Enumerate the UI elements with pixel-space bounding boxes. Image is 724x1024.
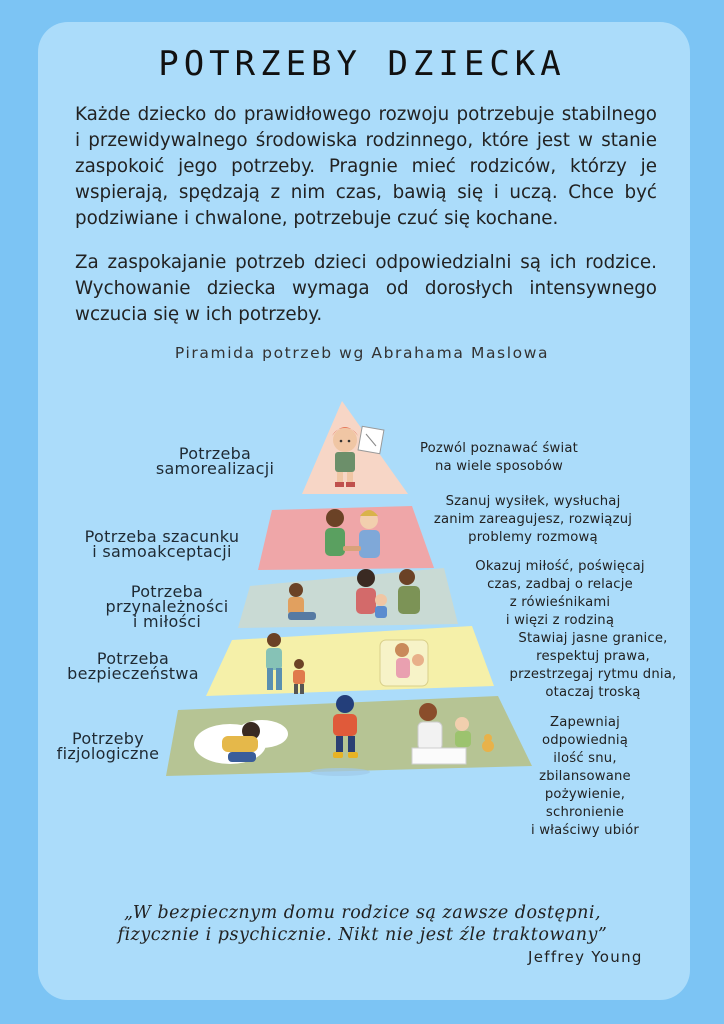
pyramid-subtitle: Piramida potrzeb wg Abrahama Maslowa: [174, 344, 550, 362]
pyramid-level-self-actualization: [302, 401, 408, 494]
level-label-safety: Potrzeba bezpieczeństwa: [67, 649, 199, 683]
intro-paragraph-1: Każde dziecko do prawidłowego rozwoju potrzebuje stabilnego i przewidywalnego środowiska rodzinnego, które jest w stanie zaspokoić jego potrzeby. Pragnie mieć rodziców, którzy je wspierają, spędzają z nim czas, bawią się i uczą. Chce być podziwiane i chwalone, potrzebuje czuć się kochane.: [75, 104, 657, 229]
pyramid-level-safety: [206, 626, 494, 696]
pyramid-level-belonging: [238, 568, 458, 628]
intro-paragraph-2: Za zaspokajanie potrzeb dzieci odpowiedzialni są ich rodzice. Wychowanie dziecka wymaga od dorosłych intensywnego wczucia się w ich potrzeby.: [75, 252, 657, 325]
page-title: POTRZEBY DZIECKA: [158, 44, 566, 84]
level-label-esteem: Potrzeba szacunku i samoakceptacji: [84, 527, 240, 561]
level-label-self-actualization: Potrzeba samorealizacji: [155, 444, 275, 478]
level-label-physiological: Potrzeby fizjologiczne: [56, 729, 160, 763]
quote-author: Jeffrey Young: [528, 948, 643, 966]
tip-esteem: Szanuj wysiłek, wysłuchaj zanim zareagujesz, rozwiązuj problemy rozmową: [433, 494, 633, 545]
tip-belonging: Okazuj miłość, poświęcaj czas, zadbaj o relacje z rówieśnikami i więzi z rodziną: [475, 559, 645, 628]
tip-safety: Stawiaj jasne granice, respektuj prawa, przestrzegaj rytmu dnia, otaczaj troską: [509, 631, 677, 700]
level-label-belonging: Potrzeba przynależności i miłości: [105, 582, 229, 631]
tip-self-actualization: Pozwól poznawać świat na wiele sposobów: [419, 441, 579, 474]
pyramid-level-esteem: [258, 506, 434, 570]
closing-quote: „W bezpiecznym domu rodzice są zawsze dostępni, fizycznie i psychicznie. Nikt nie jest źle traktowany”: [117, 903, 608, 945]
tip-physiological: Zapewniaj odpowiednią ilość snu, zbilansowane pożywienie, schronienie i właściwy ubiór: [530, 715, 640, 838]
